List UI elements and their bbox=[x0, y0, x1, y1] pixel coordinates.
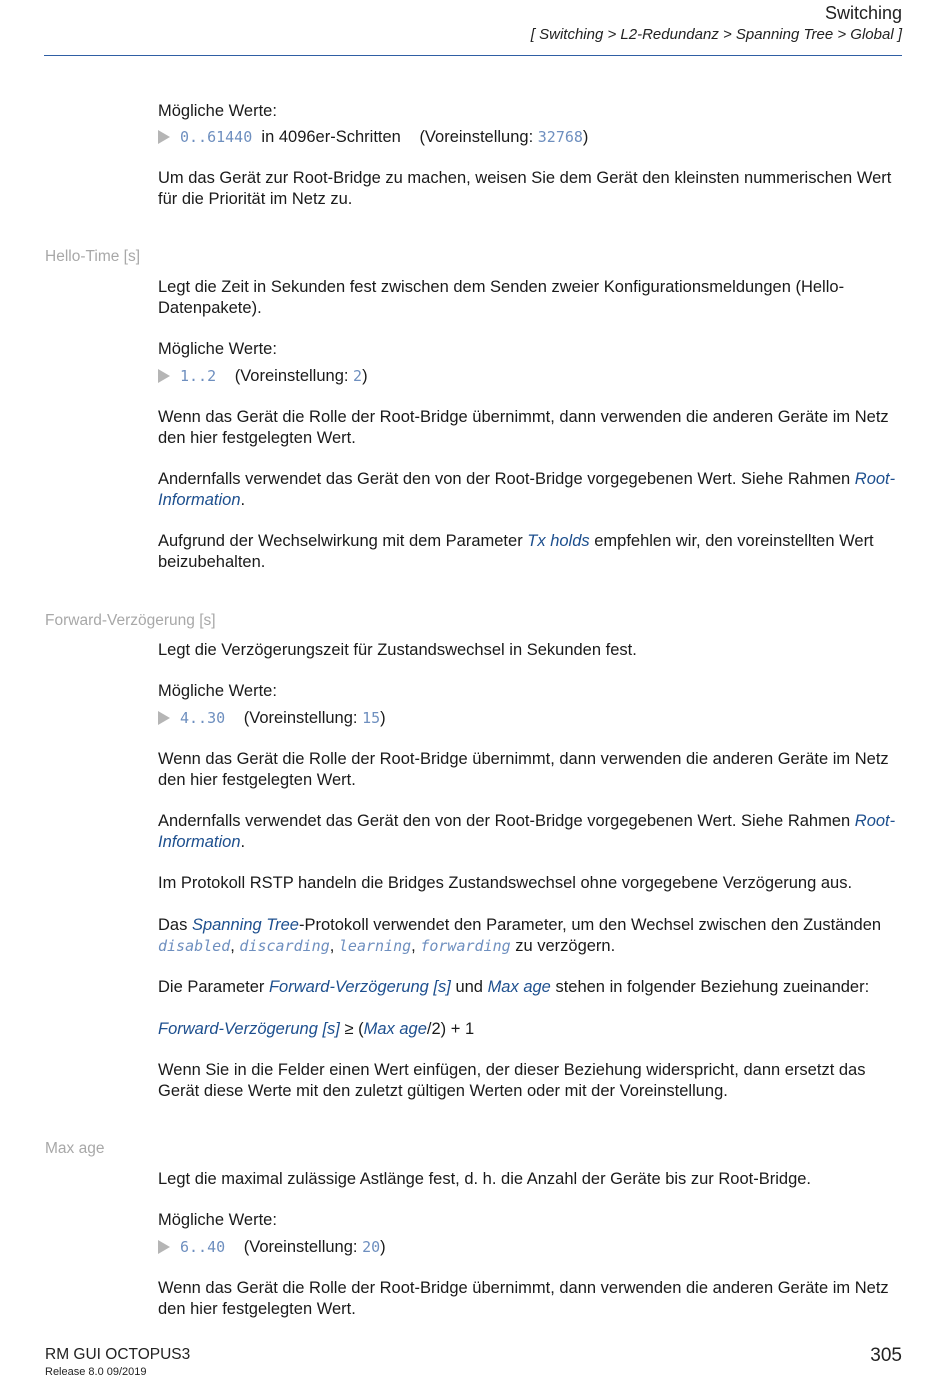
text: ≥ ( bbox=[339, 1020, 364, 1038]
priority-values-line bbox=[158, 127, 588, 148]
hello-time-range: 1..2 bbox=[180, 367, 217, 385]
link-root-information[interactable]: Root-Information bbox=[158, 470, 896, 509]
forward-delay-rstp-note: Im Protokoll RSTP handeln die Bridges Zustandswechsel ohne vorgegebene Verzögerung aus. bbox=[158, 874, 853, 892]
text: , bbox=[230, 937, 240, 955]
priority-default: 32768 bbox=[537, 128, 583, 146]
hello-time-values-line bbox=[158, 366, 368, 387]
default-suffix: ) bbox=[380, 1238, 386, 1256]
link-tx-holds[interactable]: Tx holds bbox=[527, 532, 590, 550]
param-forward-delay: Forward-Verzögerung [s] bbox=[45, 612, 216, 629]
priority-range-suffix: in 4096er-Schritten bbox=[261, 128, 401, 146]
default-prefix: (Voreinstellung: bbox=[419, 128, 538, 146]
text: , bbox=[411, 937, 421, 955]
text: . bbox=[240, 833, 246, 851]
link-spanning-tree[interactable]: Spanning Tree bbox=[191, 916, 299, 934]
forward-delay-conflict-note: Wenn Sie in die Felder einen Wert einfügen, der dieser Beziehung widerspricht, dann ersetzt das Gerät diese Werte mit den zuletzt gültigen Werten oder mit der Voreinstellung. bbox=[158, 1061, 866, 1100]
text: , bbox=[329, 937, 339, 955]
text: stehen in folgender Beziehung zueinander: bbox=[550, 978, 870, 996]
max-age-values-line bbox=[158, 1237, 386, 1258]
hello-time-default: 2 bbox=[353, 367, 363, 385]
text: Die Parameter bbox=[158, 978, 269, 996]
forward-delay-other-note bbox=[158, 811, 902, 853]
forward-delay-desc: Legt die Verzögerungszeit für Zustandswechsel in Sekunden fest. bbox=[158, 641, 637, 659]
default-prefix: (Voreinstellung: bbox=[243, 709, 363, 727]
priority-range: 0..61440 bbox=[180, 128, 253, 146]
default-suffix: ) bbox=[380, 709, 386, 727]
state-disabled: disabled bbox=[158, 937, 231, 955]
max-age-default: 20 bbox=[362, 1238, 381, 1256]
link-root-information[interactable]: Root-Information bbox=[158, 812, 896, 851]
bullet-triangle-icon bbox=[158, 711, 170, 725]
forward-delay-stp-note bbox=[158, 915, 902, 957]
state-forwarding: forwarding bbox=[420, 937, 511, 955]
forward-delay-default: 15 bbox=[362, 709, 381, 727]
text: empfehlen wir, den voreinstellten Wert beizubehalten. bbox=[158, 532, 874, 571]
text: -Protokoll verwendet den Parameter, um den Wechsel zwischen den Zuständen bbox=[298, 916, 882, 934]
forward-delay-relation bbox=[158, 977, 902, 998]
page-number: 305 bbox=[870, 1345, 902, 1366]
default-prefix: (Voreinstellung: bbox=[243, 1238, 363, 1256]
possible-values-label: Mögliche Werte: bbox=[158, 102, 277, 120]
default-suffix: ) bbox=[362, 367, 368, 385]
hello-time-other-note bbox=[158, 469, 902, 511]
default-prefix: (Voreinstellung: bbox=[234, 367, 354, 385]
max-age-root-note: Wenn das Gerät die Rolle der Root-Bridge übernimmt, dann verwenden die anderen Geräte im Netz den hier festgelegten Wert. bbox=[158, 1279, 889, 1318]
possible-values-label: Mögliche Werte: bbox=[158, 1211, 277, 1229]
state-discarding: discarding bbox=[239, 937, 330, 955]
hello-time-root-note: Wenn das Gerät die Rolle der Root-Bridge übernimmt, dann verwenden die anderen Geräte im Netz den hier festgelegten Wert. bbox=[158, 408, 889, 447]
bullet-triangle-icon bbox=[158, 130, 170, 144]
footer-release: Release 8.0 09/2019 bbox=[45, 1366, 147, 1378]
hello-time-tx-note bbox=[158, 531, 902, 573]
text: und bbox=[450, 978, 488, 996]
text: /2) + 1 bbox=[426, 1020, 475, 1038]
text: Andernfalls verwendet das Gerät den von der Root-Bridge vorgegebenen Wert. Siehe Rahmen bbox=[158, 470, 855, 488]
link-max-age[interactable]: Max age bbox=[487, 978, 551, 996]
bullet-triangle-icon bbox=[158, 1240, 170, 1254]
text: Das bbox=[158, 916, 192, 934]
forward-delay-range: 4..30 bbox=[180, 709, 226, 727]
priority-note: Um das Gerät zur Root-Bridge zu machen, weisen Sie dem Gerät den kleinsten nummerischen Wert für die Priorität im Netz zu. bbox=[158, 169, 892, 208]
param-max-age: Max age bbox=[45, 1140, 105, 1157]
link-forward-delay[interactable]: Forward-Verzögerung [s] bbox=[158, 1020, 340, 1038]
forward-delay-values-line bbox=[158, 708, 386, 729]
text: Andernfalls verwendet das Gerät den von der Root-Bridge vorgegebenen Wert. Siehe Rahmen bbox=[158, 812, 855, 830]
text: zu verzögern. bbox=[510, 937, 616, 955]
page-header-title: Switching bbox=[824, 3, 902, 23]
link-max-age[interactable]: Max age bbox=[363, 1020, 427, 1038]
bullet-triangle-icon bbox=[158, 369, 170, 383]
state-learning: learning bbox=[338, 937, 412, 955]
max-age-desc: Legt die maximal zulässige Astlänge fest, d. h. die Anzahl der Geräte bis zur Root-Bridge. bbox=[158, 1170, 812, 1188]
link-forward-delay[interactable]: Forward-Verzögerung [s] bbox=[268, 978, 451, 996]
default-suffix: ) bbox=[582, 128, 589, 146]
footer-doc-title: RM GUI OCTOPUS3 bbox=[45, 1346, 191, 1363]
possible-values-label: Mögliche Werte: bbox=[158, 682, 277, 700]
param-hello-time: Hello-Time [s] bbox=[45, 248, 141, 265]
hello-time-desc: Legt die Zeit in Sekunden fest zwischen dem Senden zweier Konfigurationsmeldungen (Hello-Datenpakete). bbox=[158, 278, 845, 317]
forward-delay-root-note: Wenn das Gerät die Rolle der Root-Bridge übernimmt, dann verwenden die anderen Geräte im Netz den hier festgelegten Wert. bbox=[158, 750, 889, 789]
text: Aufgrund der Wechselwirkung mit dem Parameter bbox=[158, 532, 528, 550]
forward-delay-formula bbox=[158, 1019, 902, 1040]
header-divider bbox=[44, 55, 902, 56]
text: . bbox=[240, 491, 246, 509]
breadcrumb: [ Switching > L2-Redundanz > Spanning Tree > Global ] bbox=[530, 26, 902, 43]
max-age-range: 6..40 bbox=[180, 1238, 226, 1256]
possible-values-label: Mögliche Werte: bbox=[158, 340, 277, 358]
